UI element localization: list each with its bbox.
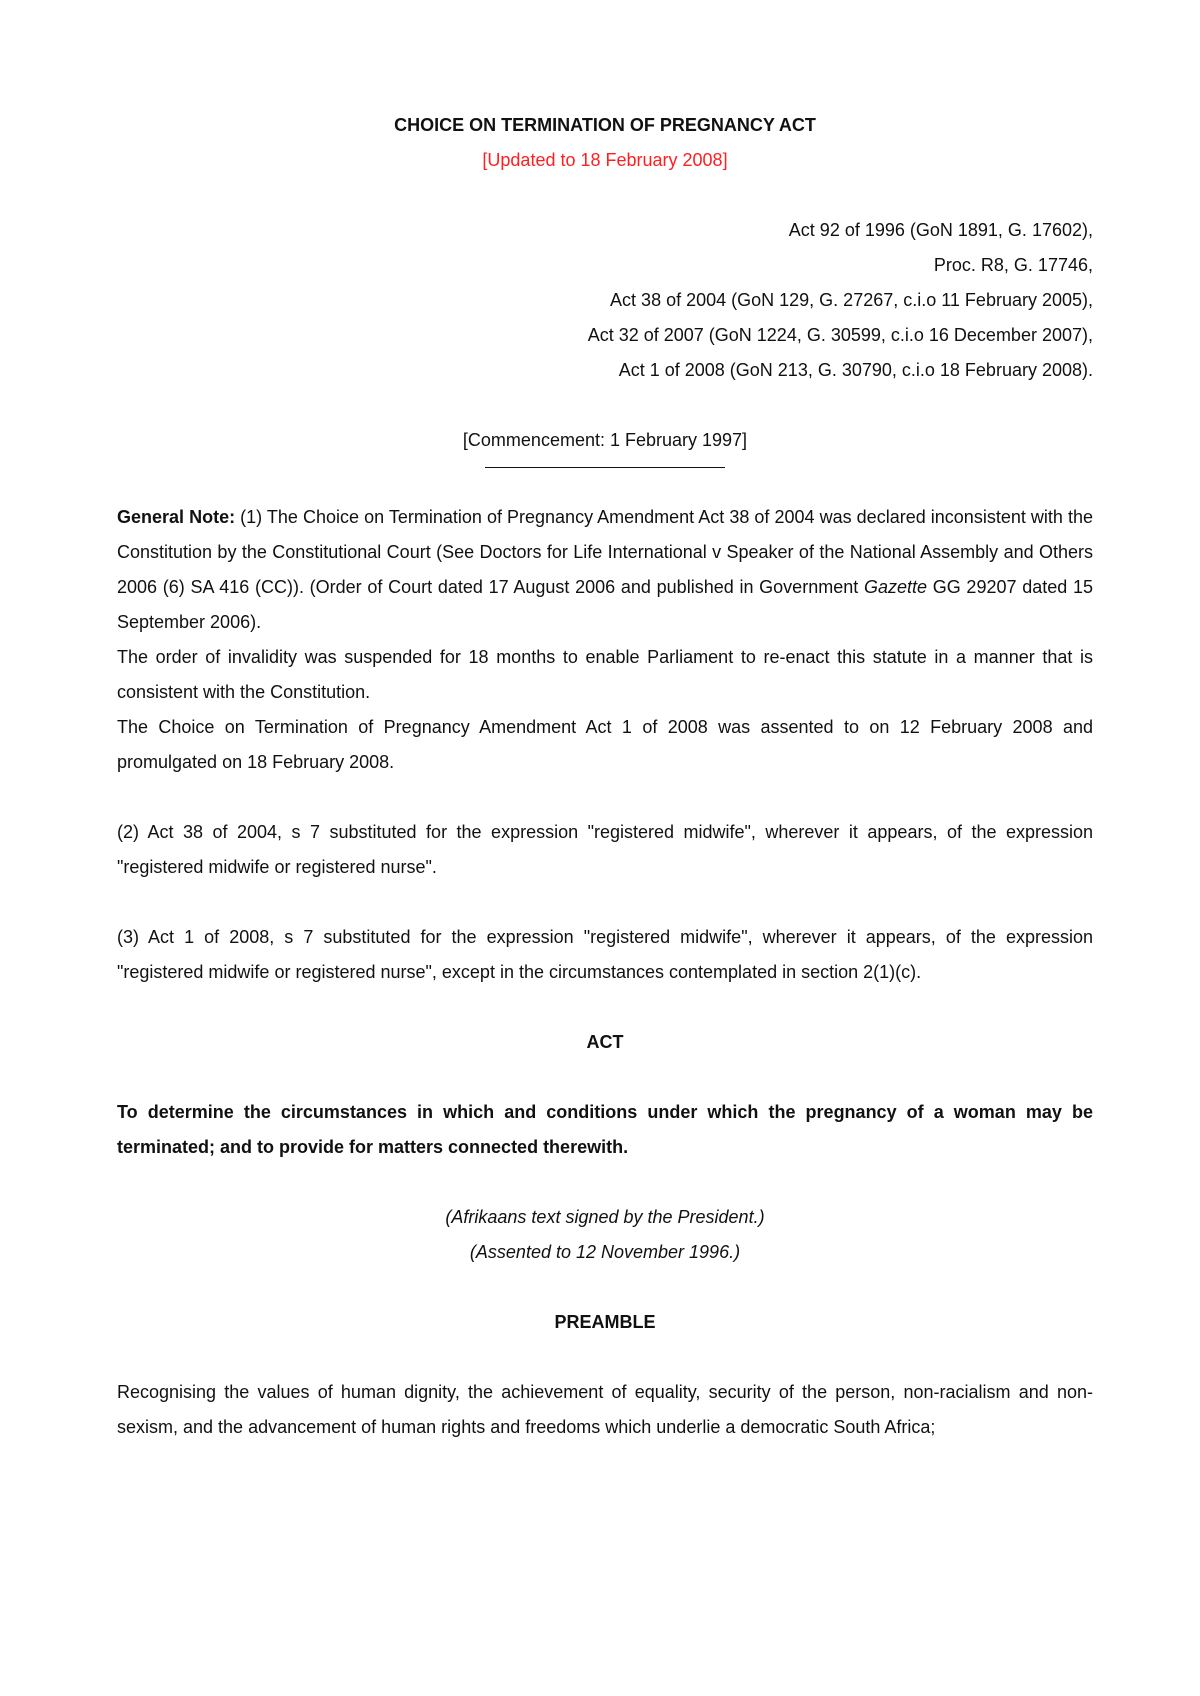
history-line: Proc. R8, G. 17746, bbox=[933, 255, 1093, 275]
note-text: (1) The Choice on Termination of Pregnancy Amendment Act 38 of 2004 was declared inconsistent with the Constitution by the Constitutional Court (See Doctors for Life International v Speaker of the National Assembly and Others 2006 (6) SA 416 (CC)). (Order of Court dated 17 August 2006 and published in Government bbox=[117, 507, 1093, 597]
history-line: Act 32 of 2007 (GoN 1224, G. 30599, c.i.o 16 December 2007), bbox=[587, 325, 1093, 345]
general-note-paragraph-4: (2) Act 38 of 2004, s 7 substituted for the expression "registered midwife", wherever it appears, of the expression "registered midwife or registered nurse". bbox=[117, 822, 1093, 877]
assent-block bbox=[117, 1200, 1093, 1270]
long-title: To determine the circumstances in which and conditions under which the pregnancy of a woman may be terminated; and to provide for matters connected therewith. bbox=[117, 1102, 1093, 1157]
document-title: CHOICE ON TERMINATION OF PREGNANCY ACT bbox=[394, 115, 816, 135]
act-heading: ACT bbox=[586, 1032, 624, 1052]
history-line: Act 92 of 1996 (GoN 1891, G. 17602), bbox=[788, 220, 1093, 240]
history-line: Act 1 of 2008 (GoN 213, G. 30790, c.i.o 18 February 2008). bbox=[618, 360, 1093, 380]
general-note-paragraph-3: The Choice on Termination of Pregnancy Amendment Act 1 of 2008 was assented to on 12 February 2008 and promulgated on 18 February 2008. bbox=[117, 717, 1093, 772]
general-note-paragraph-5: (3) Act 1 of 2008, s 7 substituted for the expression "registered midwife", wherever it appears, of the expression "registered midwife or registered nurse", except in the circumstances contemplated in section 2(1)(c). bbox=[117, 927, 1093, 982]
gazette-word: Gazette bbox=[863, 577, 927, 597]
general-note-paragraph-1 bbox=[117, 500, 1093, 640]
general-note bbox=[117, 500, 1093, 990]
general-note-paragraph-2: The order of invalidity was suspended for 18 months to enable Parliament to re-enact this statute in a manner that is consistent with the Constitution. bbox=[117, 647, 1093, 702]
updated-notice: [Updated to 18 February 2008] bbox=[482, 150, 728, 170]
section-divider bbox=[485, 467, 725, 468]
document-page bbox=[117, 108, 1093, 1445]
preamble-text: Recognising the values of human dignity, the achievement of equality, security of the person, non-racialism and non-sexism, and the advancement of human rights and freedoms which underlie a democratic South Africa; bbox=[117, 1382, 1093, 1437]
commencement-date: [Commencement: 1 February 1997] bbox=[462, 430, 748, 450]
preamble-heading: PREAMBLE bbox=[554, 1312, 656, 1332]
assent-line: (Afrikaans text signed by the President.) bbox=[445, 1207, 765, 1227]
note-text: GG 29207 dated 15 September 2006). bbox=[117, 577, 1093, 632]
history-line: Act 38 of 2004 (GoN 129, G. 27267, c.i.o 11 February 2005), bbox=[610, 290, 1093, 310]
assent-line: (Assented to 12 November 1996.) bbox=[469, 1242, 741, 1262]
amendment-history bbox=[117, 213, 1093, 388]
general-note-label: General Note: bbox=[117, 507, 236, 527]
